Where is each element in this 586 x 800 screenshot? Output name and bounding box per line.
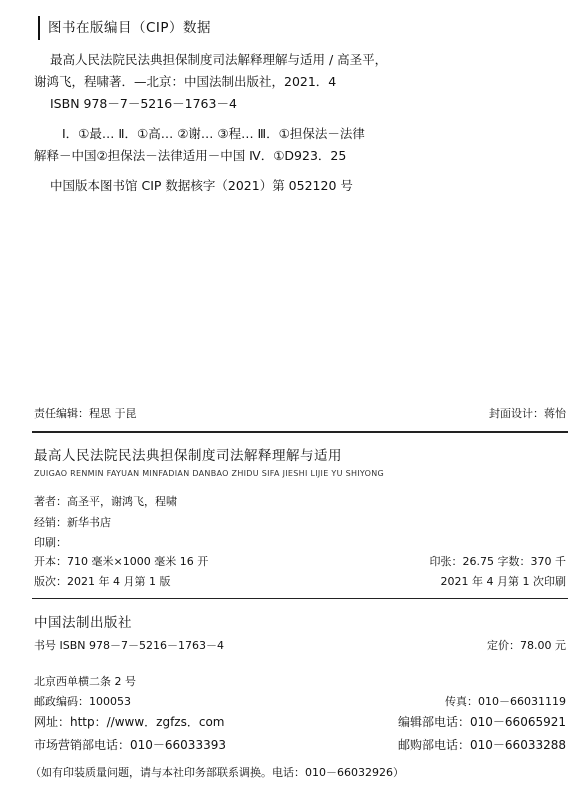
book-price: 定价：78.00 元 — [487, 639, 566, 652]
book-title: 最高人民法院民法典担保制度司法解释理解与适用 — [34, 448, 342, 464]
publisher-name: 中国法制出版社 — [34, 615, 132, 631]
cip-heading: 图书在版编目（CIP）数据 — [48, 20, 212, 36]
publisher-postcode: 邮政编码：100053 — [34, 695, 131, 708]
divider-middle — [32, 598, 568, 599]
cip-subject-line-1: Ⅰ．①最… Ⅱ．①高… ②谢… ③程… Ⅲ．①担保法－法律 — [62, 126, 365, 141]
publisher-address: 北京西单横二条 2 号 — [34, 675, 136, 688]
book-impression: 2021 年 4 月第 1 次印刷 — [440, 575, 566, 588]
book-printer: 印刷： — [34, 536, 67, 549]
marketing-phone: 市场营销部电话：010－66033393 — [34, 738, 226, 752]
cip-entry-line-2: 谢鸿飞，程啸著．—北京：中国法制出版社，2021．4 — [34, 74, 337, 89]
responsible-editor: 责任编辑：程思 于昆 — [34, 407, 137, 420]
cip-heading-bar — [38, 16, 40, 40]
cip-isbn: ISBN 978－7－5216－1763－4 — [50, 96, 237, 111]
cip-entry-line-1: 最高人民法院民法典担保制度司法解释理解与适用 / 高圣平， — [50, 52, 388, 67]
cip-subject-line-2: 解释－中国②担保法－法律适用－中国 Ⅳ．①D923．25 — [34, 148, 347, 163]
book-number: 书号 ISBN 978－7－5216－1763－4 — [34, 639, 224, 652]
book-sheets-wordcount: 印张：26.75 字数：370 千 — [429, 555, 566, 568]
publisher-website: 网址：http：//www．zgfzs．com — [34, 715, 225, 729]
cover-designer: 封面设计：蒋怡 — [489, 407, 566, 420]
mailorder-phone: 邮购部电话：010－66033288 — [398, 738, 566, 752]
book-title-pinyin: ZUIGAO RENMIN FAYUAN MINFADIAN DANBAO ZHIDU SIFA JIESHI LIJIE YU SHIYONG — [34, 469, 385, 478]
book-edition: 版次：2021 年 4 月第 1 版 — [34, 575, 171, 588]
book-format: 开本：710 毫米×1000 毫米 16 开 — [34, 555, 209, 568]
publisher-fax: 传真：010－66031119 — [445, 695, 566, 708]
editorial-phone: 编辑部电话：010－66065921 — [398, 715, 566, 729]
book-distributor: 经销：新华书店 — [34, 516, 111, 529]
book-authors: 著者：高圣平，谢鸿飞，程啸 — [34, 495, 177, 508]
divider-top — [32, 431, 568, 433]
quality-notice: （如有印装质量问题，请与本社印务部联系调换。电话：010－66032926） — [30, 766, 404, 779]
cip-data-number: 中国版本图书馆 CIP 数据核字（2021）第 052120 号 — [50, 178, 353, 193]
